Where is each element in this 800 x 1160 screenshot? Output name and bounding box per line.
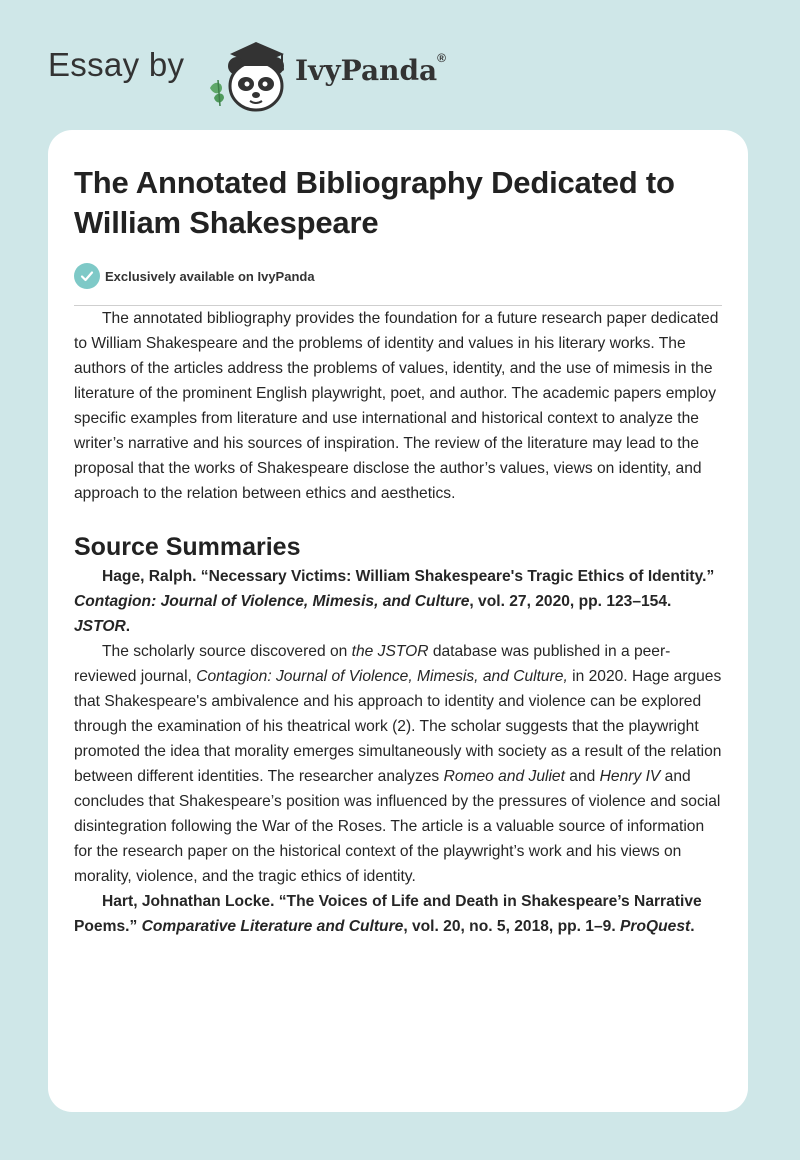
- citation-author-title: Hage, Ralph. “Necessary Victims: William Shakespeare's Tragic Ethics of Identity.”: [102, 568, 715, 585]
- citation-hart: [74, 889, 722, 939]
- summary-italic: Romeo and Juliet: [443, 768, 565, 785]
- summary-text: and concludes that Shakespeare’s position was influenced by the pressures of violence and social disintegration following the War of the Roses. The article is a valuable source of information for the research paper on the historical context of the playwright’s work and his views on morality, violence, and the tragic ethics of identity.: [74, 768, 721, 885]
- citation-journal: Contagion: Journal of Violence, Mimesis, and Culture: [74, 593, 470, 610]
- badge-label: Exclusively available on IvyPanda: [105, 268, 315, 284]
- summary-hage: [74, 639, 722, 889]
- citation-details: , vol. 20, no. 5, 2018, pp. 1–9.: [403, 918, 616, 935]
- citation-end: .: [125, 618, 131, 635]
- essay-card: [48, 130, 748, 1112]
- summary-text: in 2020. Hage argues that Shakespeare's ambivalence and his approach to identity and violence can be explored through the examination of his theatrical work (2). The scholar suggests that the playwright promoted the idea that morality emerges simultaneously with society as a result of the relation between different identities. The researcher analyzes: [74, 668, 722, 785]
- summary-text: database was published in a peer-reviewed journal,: [74, 643, 671, 685]
- brand-text: IvyPanda: [295, 54, 438, 87]
- essay-by-label: Essay by: [48, 46, 185, 83]
- trademark-symbol: ®: [437, 50, 447, 65]
- citation-hage: [74, 564, 722, 639]
- panda-logo-icon[interactable]: [204, 36, 296, 112]
- summary-italic: the JSTOR: [351, 643, 429, 660]
- citation-end: .: [690, 918, 695, 935]
- summary-text: The scholarly source discovered on: [102, 643, 348, 660]
- page-title: The Annotated Bibliography Dedicated to William Shakespeare: [74, 165, 675, 240]
- summary-italic: Henry IV: [599, 768, 661, 785]
- summary-text: and: [569, 768, 596, 785]
- brand-name[interactable]: [295, 50, 447, 87]
- intro-paragraph: The annotated bibliography provides the foundation for a future research paper dedicated to William Shakespeare and the problems of identity and values in his literary works. The authors of the articles address the problems of values, identity, and the use of mimesis in the literature of the prominent English playwright, poet, and author. The academic papers employ specific examples from literature and use international and historical context to analyze the writer’s narrative and his sources of inspiration. The review of the literature may lead to the proposal that the works of Shakespeare disclose the author’s values, views on identity, and approach to the relation between ethics and aesthetics.: [74, 310, 719, 502]
- citation-database: JSTOR: [74, 618, 126, 635]
- citation-author-title: Hart, Johnathan Locke. “The Voices of Life and Death in Shakespeare’s Narrative Poems.”: [74, 893, 702, 935]
- citation-details: , vol. 27, 2020, pp. 123–154.: [469, 593, 672, 610]
- site-header: [48, 34, 548, 114]
- citation-database: ProQuest: [620, 918, 691, 935]
- check-icon: [74, 263, 100, 289]
- summary-italic: Contagion: Journal of Violence, Mimesis, and Culture,: [196, 668, 568, 685]
- exclusive-badge: [74, 263, 722, 289]
- citation-journal: Comparative Literature and Culture: [141, 918, 404, 935]
- section-heading: Source Summaries: [74, 533, 301, 561]
